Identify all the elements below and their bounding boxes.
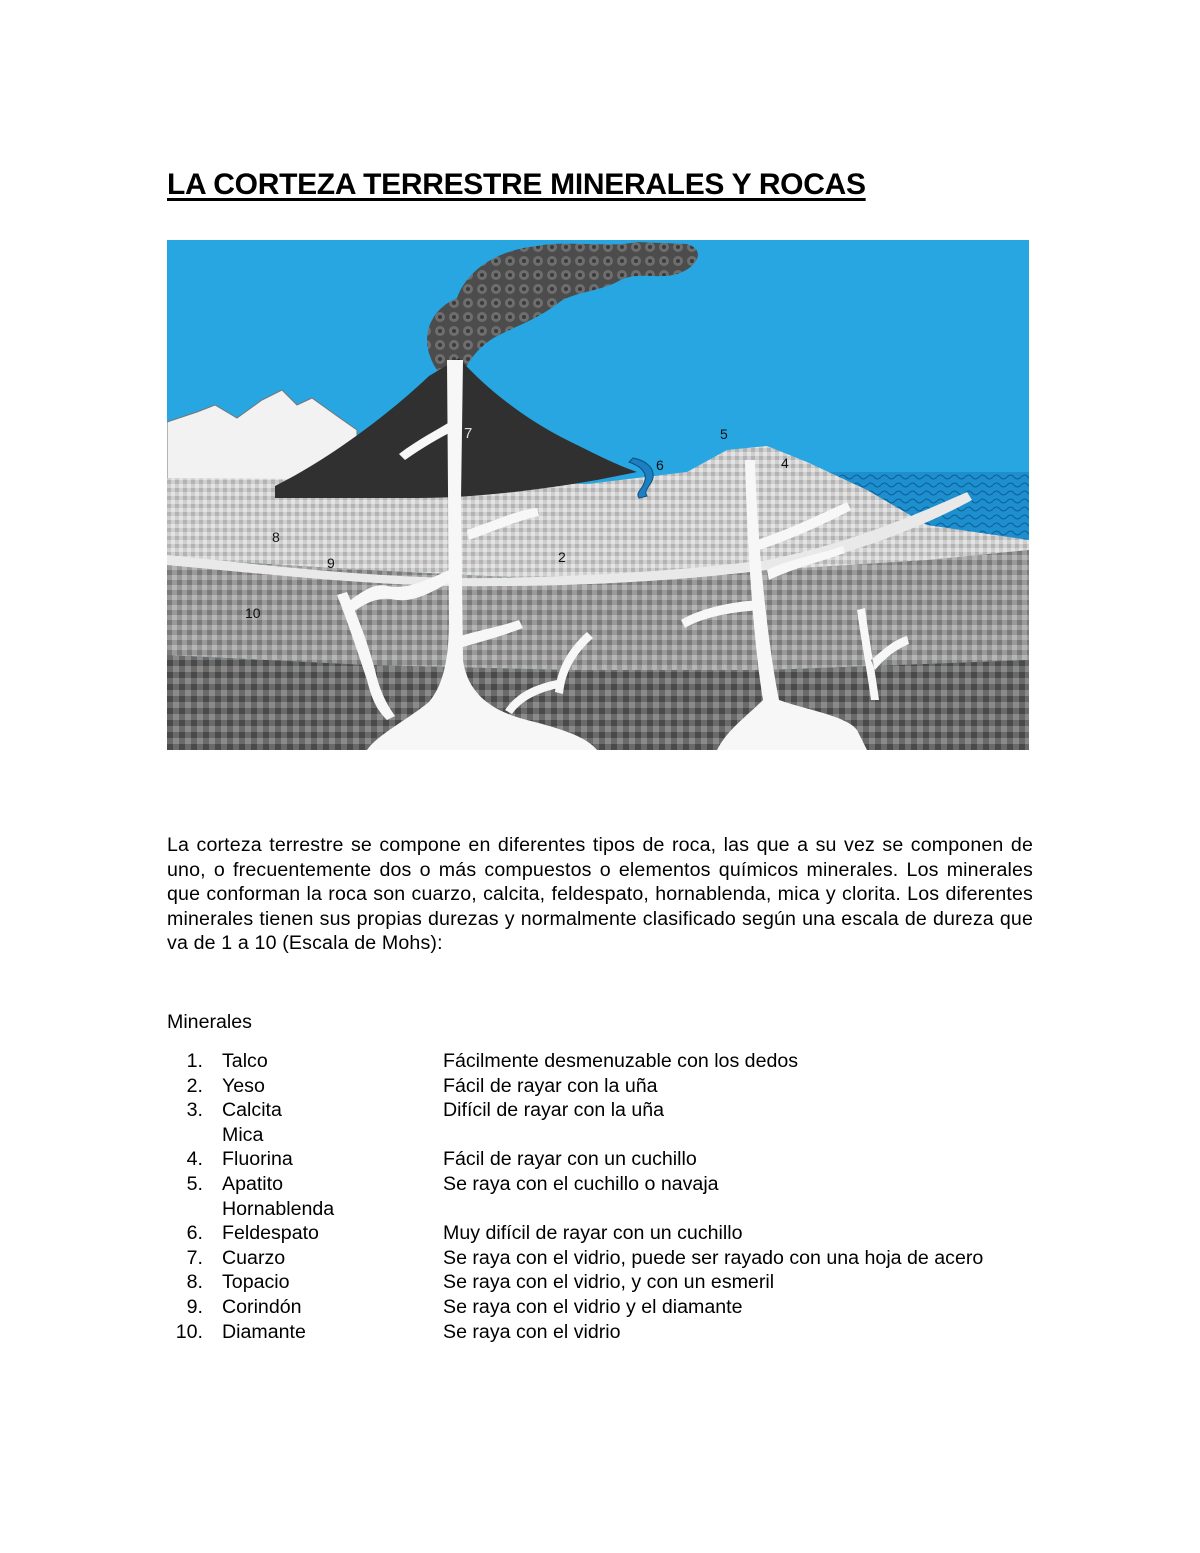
list-item [167, 1172, 1033, 1221]
list-item [167, 1147, 1033, 1172]
minerals-heading: Minerales [167, 1011, 252, 1033]
list-item [167, 1098, 1033, 1147]
label-2: 2 [558, 549, 566, 565]
item-number: 7. [186, 1246, 203, 1269]
mineral-description: Difícil de rayar con la uña [443, 1099, 665, 1122]
item-number: 2. [186, 1074, 203, 1097]
item-number: 10. [175, 1320, 203, 1343]
intro-paragraph: La corteza terrestre se compone en diferentes tipos de roca, las que a su vez se componen de uno, o frecuentemente dos o más compuestos o elementos químicos minerales. Los minerales que conforman la roca son cuarzo, calcita, feldespato, hornablenda, mica y clorita. Los diferentes minerales tienen sus propias durezas y normalmente clasificado según una escala de dureza que va de 1 a 10 (Escala de Mohs): [167, 834, 1033, 955]
item-number: 5. [186, 1172, 203, 1195]
label-7: 7 [464, 425, 473, 442]
mineral-description: Fácil de rayar con un cuchillo [443, 1148, 697, 1171]
label-9: 9 [327, 555, 335, 571]
mineral-name: Feldespato [222, 1222, 319, 1245]
list-item [167, 1295, 1033, 1320]
mineral-name: Calcita Mica [222, 1098, 402, 1147]
item-number: 3. [186, 1099, 203, 1122]
label-10: 10 [245, 605, 261, 621]
mineral-name: Topacio [222, 1271, 290, 1294]
item-number: 1. [186, 1050, 203, 1072]
mineral-name: Cuarzo [222, 1246, 286, 1269]
mineral-description: Muy difícil de rayar con un cuchillo [443, 1222, 743, 1245]
mineral-name-extra: Hornablenda [222, 1197, 335, 1220]
mineral-description: Fácilmente desmenuzable con los dedos [443, 1050, 799, 1072]
mineral-description: Fácil de rayar con la uña [443, 1074, 658, 1097]
mineral-name: Fluorina [222, 1148, 293, 1171]
mineral-description: Se raya con el vidrio y el diamante [443, 1295, 743, 1318]
mineral-description: Se raya con el vidrio, y con un esmeril [443, 1271, 775, 1294]
mineral-name-extra: Mica [222, 1123, 264, 1146]
mineral-description: Se raya con el vidrio [443, 1320, 621, 1343]
mineral-description: Se raya con el vidrio, puede ser rayado con una hoja de acero [443, 1246, 984, 1269]
mineral-name: Yeso [222, 1074, 265, 1097]
mineral-name: Apatito Hornablenda [222, 1172, 402, 1221]
item-number: 6. [186, 1222, 203, 1245]
list-item [167, 1270, 1033, 1295]
item-number: 9. [186, 1295, 203, 1318]
list-item [167, 1246, 1033, 1271]
mineral-name: Diamante [222, 1320, 306, 1343]
list-item [167, 1074, 1033, 1099]
list-item [167, 1049, 1033, 1074]
label-6: 6 [656, 457, 664, 473]
label-8: 8 [272, 529, 280, 545]
mineral-description: Se raya con el cuchillo o navaja [443, 1172, 719, 1195]
list-item [167, 1221, 1033, 1246]
earth-crust-illustration [167, 240, 1029, 750]
mineral-name: Talco [222, 1050, 268, 1072]
label-5: 5 [720, 426, 728, 442]
label-4: 4 [781, 455, 789, 471]
list-item [167, 1320, 1033, 1345]
mohs-scale-list [167, 1049, 1033, 1344]
item-number: 4. [186, 1148, 203, 1171]
mineral-name: Corindón [222, 1295, 302, 1318]
item-number: 8. [186, 1271, 203, 1294]
page-title: LA CORTEZA TERRESTRE MINERALES Y ROCAS [167, 168, 866, 201]
